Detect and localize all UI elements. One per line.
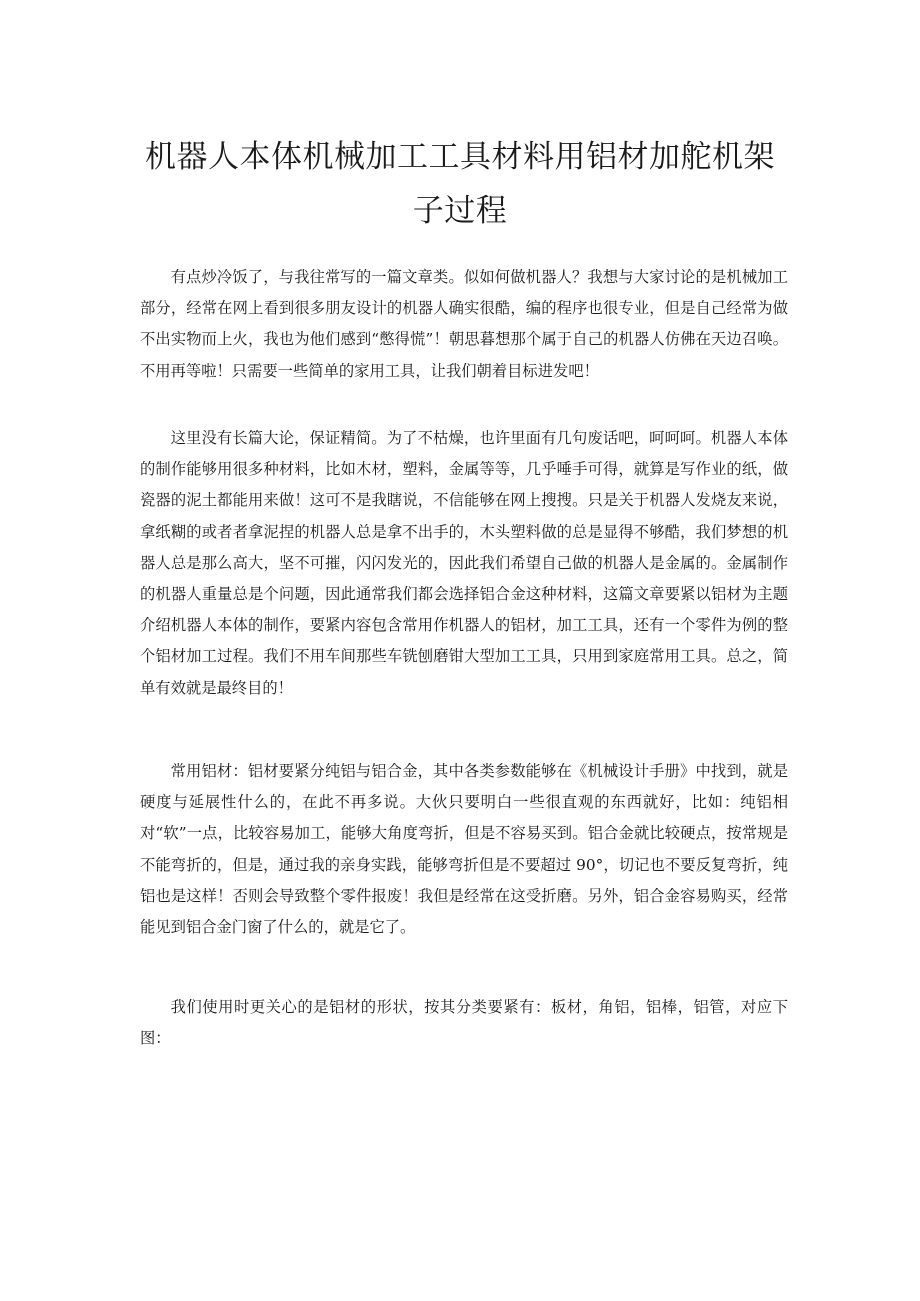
paragraph-common-aluminum: 常用铝材：铝材要紧分纯铝与铝合金，其中各类参数能够在《机械设计手册》中找到，就是硬度与延展性什么的，在此不再多说。大伙只要明白一些很直观的东西就好，比如：纯铝相对“软”一点，比较容易加工，能够大角度弯折，但是不容易买到。铝合金就比较硬点，按常规是不能弯折的，但是，通过我的亲身实践，能够弯折但是不要超过 90°，切记也不要反复弯折，纯铝也是这样！否则会导致整个零件报废！我但是经常在这受折磨。另外，铝合金容易购买，经常能见到铝合金门窗了什么的，就是它了。	[140, 762, 788, 937]
document-title: 机器人本体机械加工工具材料用铝材加舵机架子过程	[145, 139, 775, 229]
paragraph-intro: 有点炒冷饭了，与我往常写的一篇文章类。似如何做机器人？我想与大家讨论的是机械加工部分，经常在网上看到很多朋友设计的机器人确实很酷，编的程序也很专业，但是自己经常为做不出实物而上火，我也为他们感到“憋得慌”！朝思暮想那个属于自己的机器人仿佛在天边召唤。不用再等啦！只需要一些简单的家用工具，让我们朝着目标进发吧！	[140, 268, 788, 380]
paragraph-aluminum-shapes: 我们使用时更关心的是铝材的形状，按其分类要紧有：板材，角铝，铝棒，铝管，对应下图：	[140, 998, 788, 1048]
paragraph-materials-overview: 这里没有长篇大论，保证精简。为了不枯燥，也许里面有几句废话吧，呵呵呵。机器人本体的制作能够用很多种材料，比如木材，塑料，金属等等，几乎唾手可得，就算是写作业的纸，做瓷器的泥土都能用来做！这可不是我瞎说，不信能够在网上搜搜。只是关于机器人发烧友来说，拿纸糊的或者者拿泥捏的机器人总是拿不出手的，木头塑料做的总是显得不够酷，我们梦想的机器人总是那么高大，坚不可摧，闪闪发光的，因此我们希望自己做的机器人是金属的。金属制作的机器人重量总是个问题，因此通常我们都会选择铝合金这种材料，这篇文章要紧以铝材为主题介绍机器人本体的制作，要紧内容包含常用作机器人的铝材，加工工具，还有一个零件为例的整个铝材加工过程。我们不用车间那些车铣刨磨钳大型加工工具，只用到家庭常用工具。总之，简单有效就是最终目的！	[140, 429, 788, 697]
